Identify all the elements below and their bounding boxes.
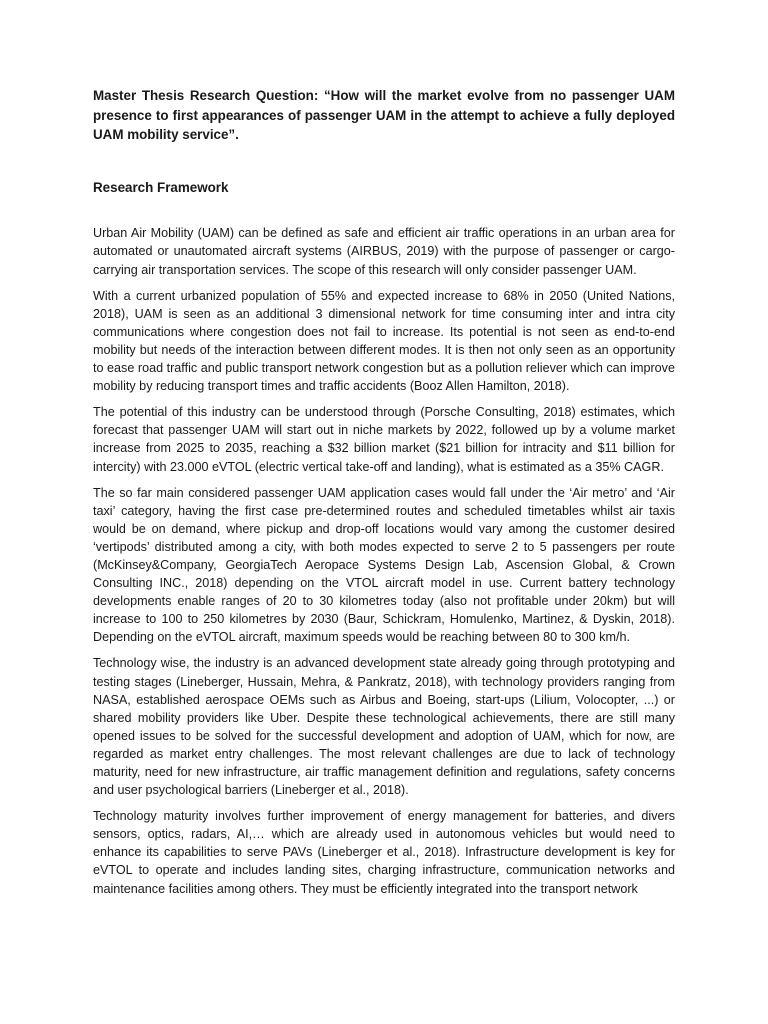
- section-heading-research-framework: Research Framework: [93, 179, 229, 195]
- paragraph: Technology maturity involves further improvement of energy management for batteries, and divers sensors, optics, radars, AI,… which are already used in autonomous vehicles but would need to enhance its capabilities to serve PAVs (Lineberger et al., 2018). Infrastructure development is key for eVTOL to operate and includes landing sites, charging infrastructure, communication networks and maintenance facilities among others. They must be efficiently integrated into the transport network: [93, 809, 675, 896]
- paragraph: Urban Air Mobility (UAM) can be defined as safe and efficient air traffic operations in an urban area for automated or unautomated aircraft systems (AIRBUS, 2019) with the purpose of passenger or cargo-carrying air transportation services. The scope of this research will only consider passenger UAM.: [93, 226, 675, 277]
- research-question: Master Thesis Research Question: “How will the market evolve from no passenger UAM presence to first appearances of passenger UAM in the attempt to achieve a fully deployed UAM mobility service”.: [93, 88, 675, 143]
- paragraph: The so far main considered passenger UAM application cases would fall under the ‘Air metro’ and ‘Air taxi’ category, having the first case pre-determined routes and scheduled timetables whilst air taxis would be on demand, where pickup and drop-off locations would vary among the customer desired ‘vertipods’ distributed among a city, with both modes expected to serve 2 to 5 passengers per route (McKinsey&Company, GeorgiaTech Aeropace Systems Design Lab, Ascension Global, & Crown Consulting INC., 2018) depending on the VTOL aircraft model in use. Current battery technology developments enable ranges of 20 to 30 kilometres today (also not profitable under 20km) but will increase to 100 to 250 kilometres by 2030 (Baur, Schickram, Homulenko, Martinez, & Dyskin, 2018). Depending on the eVTOL aircraft, maximum speeds would be reaching between 80 to 300 km/h.: [93, 485, 675, 645]
- paragraph: The potential of this industry can be understood through (Porsche Consulting, 2018) estimates, which forecast that passenger UAM will start out in niche markets by 2022, followed up by a volume market increase from 2025 to 2035, reaching a $32 billion market ($21 billion for intracity and $11 billion for intercity) with 23.000 eVTOL (electric vertical take-off and landing), what is estimated as a 35% CAGR.: [93, 405, 675, 474]
- document-page: [93, 86, 675, 906]
- paragraph: Technology wise, the industry is an advanced development state already going through prototyping and testing stages (Lineberger, Hussain, Mehra, & Pankratz, 2018), with technology providers ranging from NASA, established aerospace OEMs such as Airbus and Boeing, start-ups (Lilium, Volocopter, ...) or shared mobility providers like Uber. Despite these technological achievements, there are still many opened issues to be solved for the successful development and adoption of UAM, which for now, are regarded as market entry challenges. The most relevant challenges are due to lack of technology maturity, need for new infrastructure, air traffic management definition and regulations, safety concerns and user psychological barriers (Lineberger et al., 2018).: [93, 656, 675, 798]
- body-text: [93, 224, 675, 897]
- paragraph: With a current urbanized population of 55% and expected increase to 68% in 2050 (United Nations, 2018), UAM is seen as an additional 3 dimensional network for time consuming inter and intra city communications where congestion does not fail to increase. Its potential is not seen as end-to-end mobility but needs of the interaction between different modes. It is then not only seen as an opportunity to ease road traffic and public transport network congestion but as a pollution reliever which can improve mobility by reducing transport times and traffic accidents (Booz Allen Hamilton, 2018).: [93, 288, 675, 394]
